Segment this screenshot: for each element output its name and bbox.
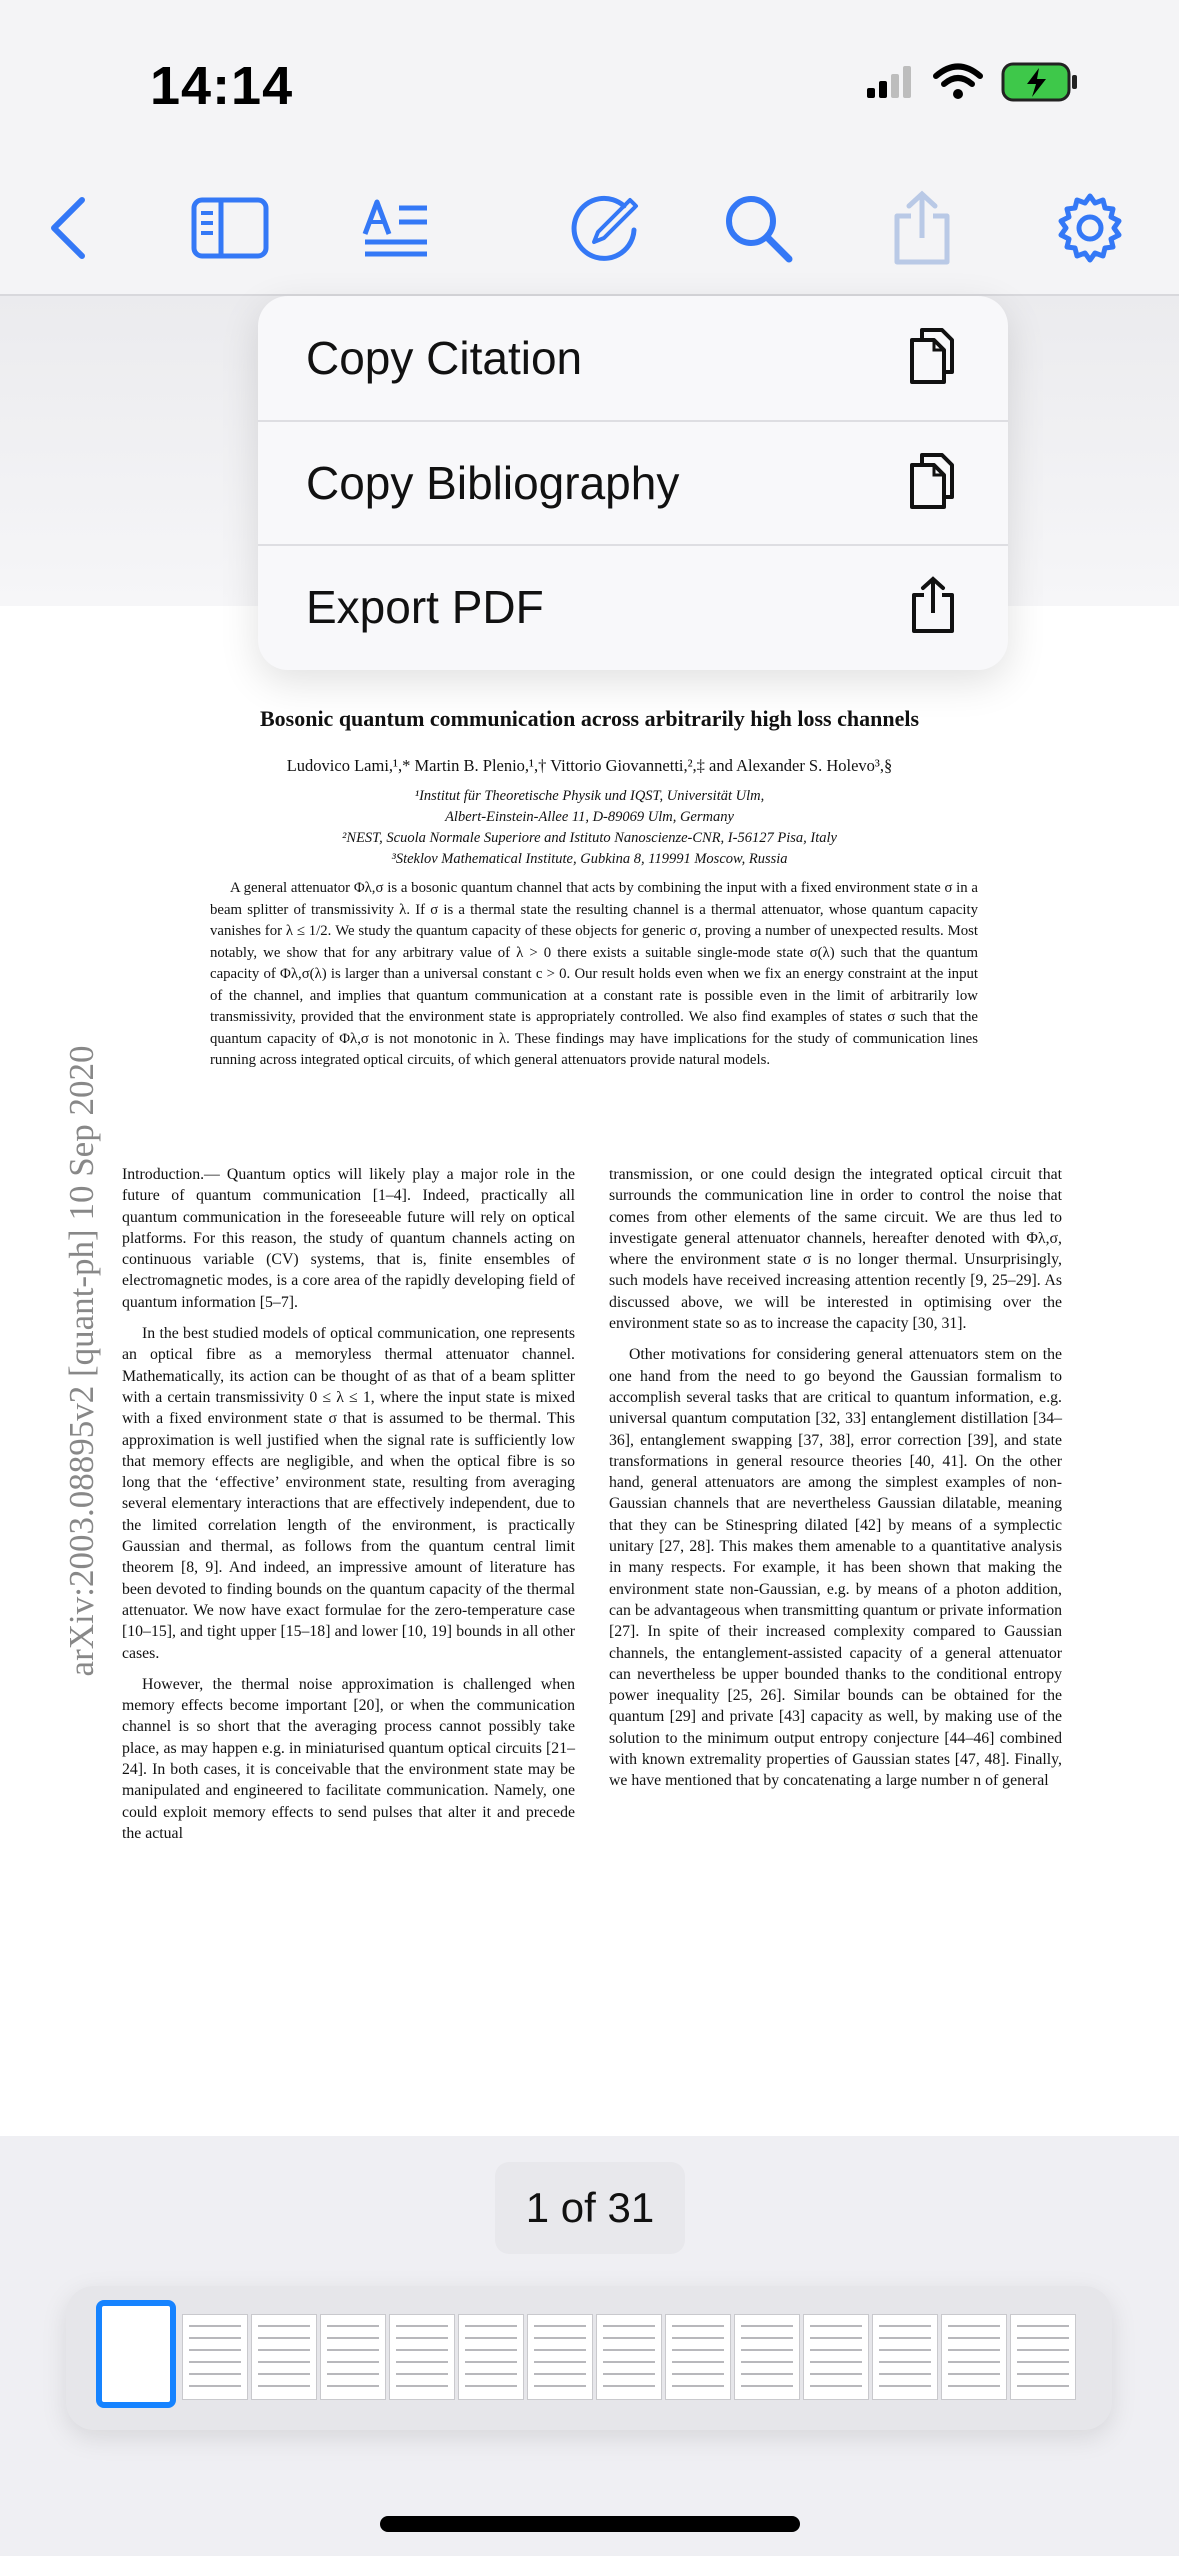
text-format-icon [361, 196, 431, 265]
menu-item-label: Copy Bibliography [306, 457, 680, 509]
markup-pen-icon [570, 192, 642, 269]
right-column [609, 1164, 1062, 1802]
paragraph: Other motivations for considering general attenuators stem on the one hand from the need to go beyond the Gaussian formalism to accomplish several tasks that are critical to quantum information, e.g. universal quantum computation [32, 33] entanglement distillation [34–36], entanglement swapping [37, 38], error correction [39], and state transformations in general resource theories [40, 41]. On the other hand, general attenuators are among the simplest examples of non-Gaussian channels that are nevertheless Gaussian dilatable, meaning that they can be Stinespring dilated [42] by means of a symplectic unitary [27, 28]. This makes them amenable to a quantitative analysis in many respects. For example, it has been shown that making the environment state non-Gaussian, e.g. by means of a photon addition, can be advantageous when transmitting quantum or private information [27]. In spite of their increased complexity compared to Gaussian channels, the entanglement-assisted capacity of a general attenuator can nevertheless be upper bounded thanks to the conditional entropy power inequality [25, 26]. Similar bounds can be obtained for the quantum [29] and private [43] capacity as well, by making use of the solution to the minimum output entropy conjecture [44–46] combined with known extremality properties of Gaussian states [47, 48]. Finally, we have mentioned that by concatenating a large number n of general [609, 1346, 1062, 1790]
menu-item-label: Copy Citation [306, 332, 583, 384]
toolbar [0, 170, 1179, 296]
back-button[interactable] [18, 180, 118, 280]
gear-icon [1053, 191, 1127, 270]
paragraph: In the best studied models of optical communication, one represents an optical fibre as a memoryless thermal attenuator channel. Mathematically, its action can be thought of as that of a beam splitter with a certain transmissivity 0 ≤ λ ≤ 1, where the input state is mixed with a fixed environment state σ that is assumed to be thermal. This approximation is well justified when the signal rate is sufficiently low that memory effects are negligible, and when the optical fibre is so long that the ‘effective’ environment state, resulting from averaging several elementary interactions that are effectively independent, due to the limited correlation length of the environment, is practically Gaussian and thermal, as follows from the quantum central limit theorem [8, 9]. And indeed, an impressive amount of literature has been devoted to finding bounds on the quantum capacity of the thermal attenuator. We now have exact formulae for the zero-temperature case [10–15], and tight upper [15–18] and lower [10, 19] bounds in all other cases. [122, 1325, 575, 1662]
export-pdf-item[interactable] [258, 544, 1008, 668]
sidebar-icon [191, 197, 269, 264]
markup-button[interactable] [556, 180, 656, 280]
cellular-signal-icon [865, 64, 915, 105]
copy-bibliography-item[interactable] [258, 420, 1008, 544]
status-time: 14:14 [150, 56, 294, 116]
copy-document-icon [908, 326, 956, 391]
thumbnail-page[interactable] [251, 2314, 317, 2400]
arxiv-stamp-text: arXiv:2003.08895v2 [quant-ph] 10 Sep 2020 [62, 1045, 101, 1677]
pdf-page[interactable] [0, 606, 1179, 2136]
thumbnail-page[interactable] [872, 2314, 938, 2400]
thumbnail-page[interactable] [1010, 2314, 1076, 2400]
thumbnail-current-page[interactable] [96, 2300, 176, 2408]
page-indicator: 1 of 31 [495, 2162, 685, 2254]
thumbnail-strip[interactable] [66, 2286, 1112, 2430]
share-icon [910, 575, 956, 640]
thumbnail-page[interactable] [458, 2314, 524, 2400]
arxiv-stamp [52, 1004, 112, 1718]
thumbnail-page[interactable] [320, 2314, 386, 2400]
search-icon [723, 193, 793, 268]
paragraph: Introduction.— Quantum optics will likely play a major role in the future of quantum communication [1–4]. Indeed, practically all quantum communication in the foreseeable future will rely on optical platforms. For this reason, the study of quantum channels acting on continuous variable (CV) systems, that is, finite ensembles of electromagnetic modes, is a core area of the rapidly developing field of quantum information [5–7]. [122, 1166, 575, 1311]
status-bar [0, 0, 1179, 170]
thumbnail-page[interactable] [596, 2314, 662, 2400]
settings-button[interactable] [1040, 180, 1140, 280]
paper-title: Bosonic quantum communication across arbitrarily high loss channels [259, 706, 920, 731]
thumbnail-page[interactable] [803, 2314, 869, 2400]
search-button[interactable] [708, 180, 808, 280]
affiliation-1b: Albert-Einstein-Allee 11, D-89069 Ulm, Germany [445, 809, 734, 825]
back-chevron-icon [46, 196, 90, 265]
thumbnail-page[interactable] [182, 2314, 248, 2400]
thumbnail-page[interactable] [665, 2314, 731, 2400]
share-icon [891, 190, 953, 271]
battery-charging-icon [1001, 62, 1079, 107]
thumbnail-page[interactable] [941, 2314, 1007, 2400]
share-button[interactable] [872, 180, 972, 280]
paragraph: However, the thermal noise approximation is challenged when memory effects become important [20], or when the communication channel is so short that the averaging process cannot possibly take place, as may happen e.g. in miniaturised quantum optical circuits [21–24]. In both cases, it is conceivable that the environment state may be manipulated and engineered to facilitate communication. Namely, one could exploit memory effects to send pulses that alter it and precede the actual [122, 1675, 575, 1842]
copy-document-icon [908, 451, 956, 516]
thumbnail-page[interactable] [734, 2314, 800, 2400]
affiliation-1: ¹Institut für Theoretische Physik und IQST, Universität Ulm, [414, 788, 765, 804]
thumbnail-page[interactable] [389, 2314, 455, 2400]
wifi-icon [933, 63, 983, 106]
affiliation-2: ²NEST, Scuola Normale Superiore and Istituto Nanoscienze-CNR, I-56127 Pisa, Italy [342, 830, 837, 846]
left-column [122, 1164, 575, 1854]
affiliation-3: ³Steklov Mathematical Institute, Gubkina 8, 119991 Moscow, Russia [391, 851, 788, 867]
sidebar-button[interactable] [180, 180, 280, 280]
copy-citation-item[interactable] [258, 296, 1008, 420]
share-menu-popover [258, 296, 1008, 670]
paper-abstract: A general attenuator Φλ,σ is a bosonic quantum channel that acts by combining the input with a fixed environment state σ in a beam splitter of transmissivity λ. If σ is a thermal state the resulting channel is a thermal attenuator, whose quantum capacity vanishes for λ ≤ 1/2. We study the quantum capacity of these objects for generic σ, proving a number of unexpected results. Most notably, we show that for any arbitrary value of λ > 0 there exists a suitable single-mode state σ(λ) such that the quantum capacity of Φλ,σ(λ) is larger than a universal constant c > 0. Our result holds even when we fix an energy constraint at the input of the channel, and implies that quantum communication at a constant rate is possible even in the limit of arbitrarily low transmissivity, provided that the environment state is appropriately controlled. We also find examples of states σ such that the quantum capacity of Φλ,σ is not monotonic in λ. These findings may have implications for the study of communication lines running across integrated optical circuits, of which general attenuators provide natural models. [210, 880, 978, 1068]
status-icons [865, 62, 1079, 107]
home-indicator [380, 2516, 800, 2532]
menu-item-label: Export PDF [306, 581, 544, 633]
paper-authors: Ludovico Lami,¹,* Martin B. Plenio,¹,† Vittorio Giovannetti,²,‡ and Alexander S. Holevo³,§ [286, 756, 893, 775]
thumbnail-page[interactable] [527, 2314, 593, 2400]
text-format-button[interactable] [346, 180, 446, 280]
paragraph: transmission, or one could design the integrated optical circuit that surrounds the communication line in order to control the noise that comes from other elements of the same circuit. We are thus led to investigate general attenuator channels, hereafter denoted with Φλ,σ, where the environment state σ is no longer thermal. Unsurprisingly, such models have received increasing attention recently [9, 25–29]. As discussed above, we will be interested in optimising over the environment state so as to increase the capacity [30, 31]. [609, 1166, 1062, 1333]
